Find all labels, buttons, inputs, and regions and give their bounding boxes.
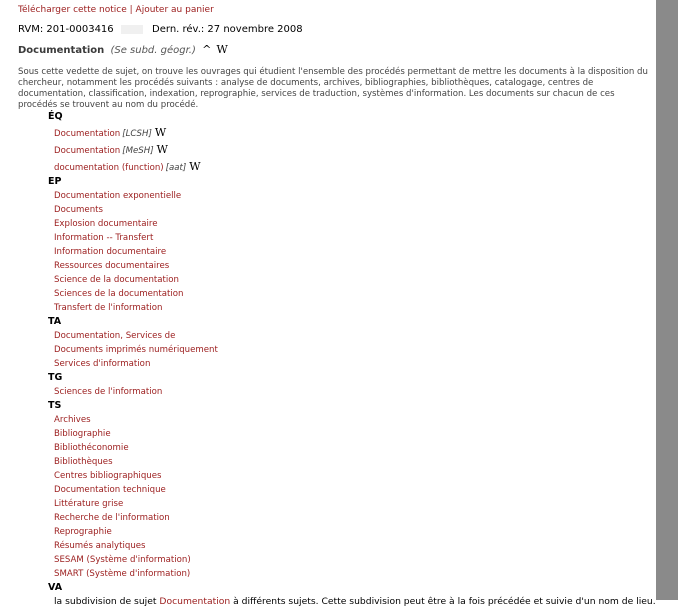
section-label-eq: ÉQ [48,111,63,122]
relations [48,110,656,609]
va-text-before: la subdivision de sujet [54,596,157,607]
window-gutter [656,0,678,600]
list-item[interactable]: Reprographie [54,527,112,537]
add-to-cart-link[interactable]: Ajouter au panier [135,5,214,15]
list-item[interactable]: Sciences de l'information [54,387,163,397]
list-item[interactable]: Résumés analytiques [54,541,146,551]
va-text-after: à différents sujets. Cette subdivision peut être à la fois précédée et suivie d'un nom de lieu. [233,596,656,607]
list-item[interactable]: Documentation [LCSH] W [54,126,167,139]
wikipedia-icon[interactable]: W [216,43,228,56]
list-item[interactable]: Bibliographie [54,429,111,439]
list-item[interactable]: Documentation, Services de [54,331,176,341]
list-item[interactable]: Documentation [MeSH] W [54,143,168,156]
redacted-area [121,25,143,34]
list-item[interactable]: documentation (function) [aat] W [54,160,201,173]
list-item[interactable]: Documentation technique [54,485,166,495]
wikipedia-icon[interactable]: W [156,143,168,156]
list-item[interactable]: Information documentaire [54,247,167,257]
record-actions [18,5,214,15]
list-item[interactable]: SMART (Système d'information) [54,569,191,579]
list-item[interactable]: Ressources documentaires [54,261,170,271]
list-item[interactable]: Documents [54,205,103,215]
list-item[interactable]: Sciences de la documentation [54,289,184,299]
list-item[interactable]: Documents imprimés numériquement [54,345,218,355]
list-item[interactable]: Bibliothéconomie [54,443,129,453]
section-label-ep: EP [48,176,62,187]
list-item[interactable]: Information -- Transfert [54,233,154,243]
rvm-id: RVM: 201-0003416 [18,24,114,35]
list-item[interactable]: Recherche de l'information [54,513,170,523]
list-item[interactable]: Documentation exponentielle [54,191,182,201]
list-item[interactable]: SESAM (Système d'information) [54,555,191,565]
list-item[interactable]: Transfert de l'information [54,303,163,313]
list-item[interactable]: Bibliothèques [54,457,113,467]
download-record-link[interactable]: Télécharger cette notice [18,5,127,15]
va-link-documentation[interactable]: Documentation [159,596,231,607]
list-item[interactable]: Littérature grise [54,499,124,509]
wikipedia-icon[interactable]: W [154,126,167,139]
subject-heading [18,43,228,56]
section-label-va: VA [48,582,63,593]
wikipedia-icon[interactable]: W [189,160,201,173]
list-item[interactable]: Services d'information [54,359,151,369]
list-item[interactable]: Science de la documentation [54,275,179,285]
section-label-ta: TA [48,316,62,327]
section-label-tg: TG [48,372,63,383]
record-info [18,24,303,35]
section-label-ts: TS [48,400,62,411]
heading-subdivision: (Se subd. géogr.) [110,45,196,56]
list-item[interactable]: Centres bibliographiques [54,471,162,481]
caret-icon[interactable]: ^ [202,43,212,56]
scope-note: Sous cette vedette de sujet, on trouve les ouvrages qui étudient l'ensemble des procédés permettant de mettre les documents à la disposition du chercheur, notamment les procédés suivants : analyse de documents, archives, bibliographies, bibliothèques, catalogage, centres de documentation, classification, indexation, reprographie, services de traduction, systèmes d'information. Les documents sur chacun de ces procédés se trouvent au nom du procédé. [18,67,648,110]
heading-title: Documentation [18,45,105,56]
last-revision: Dern. rév.: 27 novembre 2008 [152,24,303,35]
list-item[interactable]: Archives [54,415,91,425]
list-item[interactable]: Explosion documentaire [54,219,158,229]
va-note [54,595,656,609]
link-separator: | [129,5,133,15]
